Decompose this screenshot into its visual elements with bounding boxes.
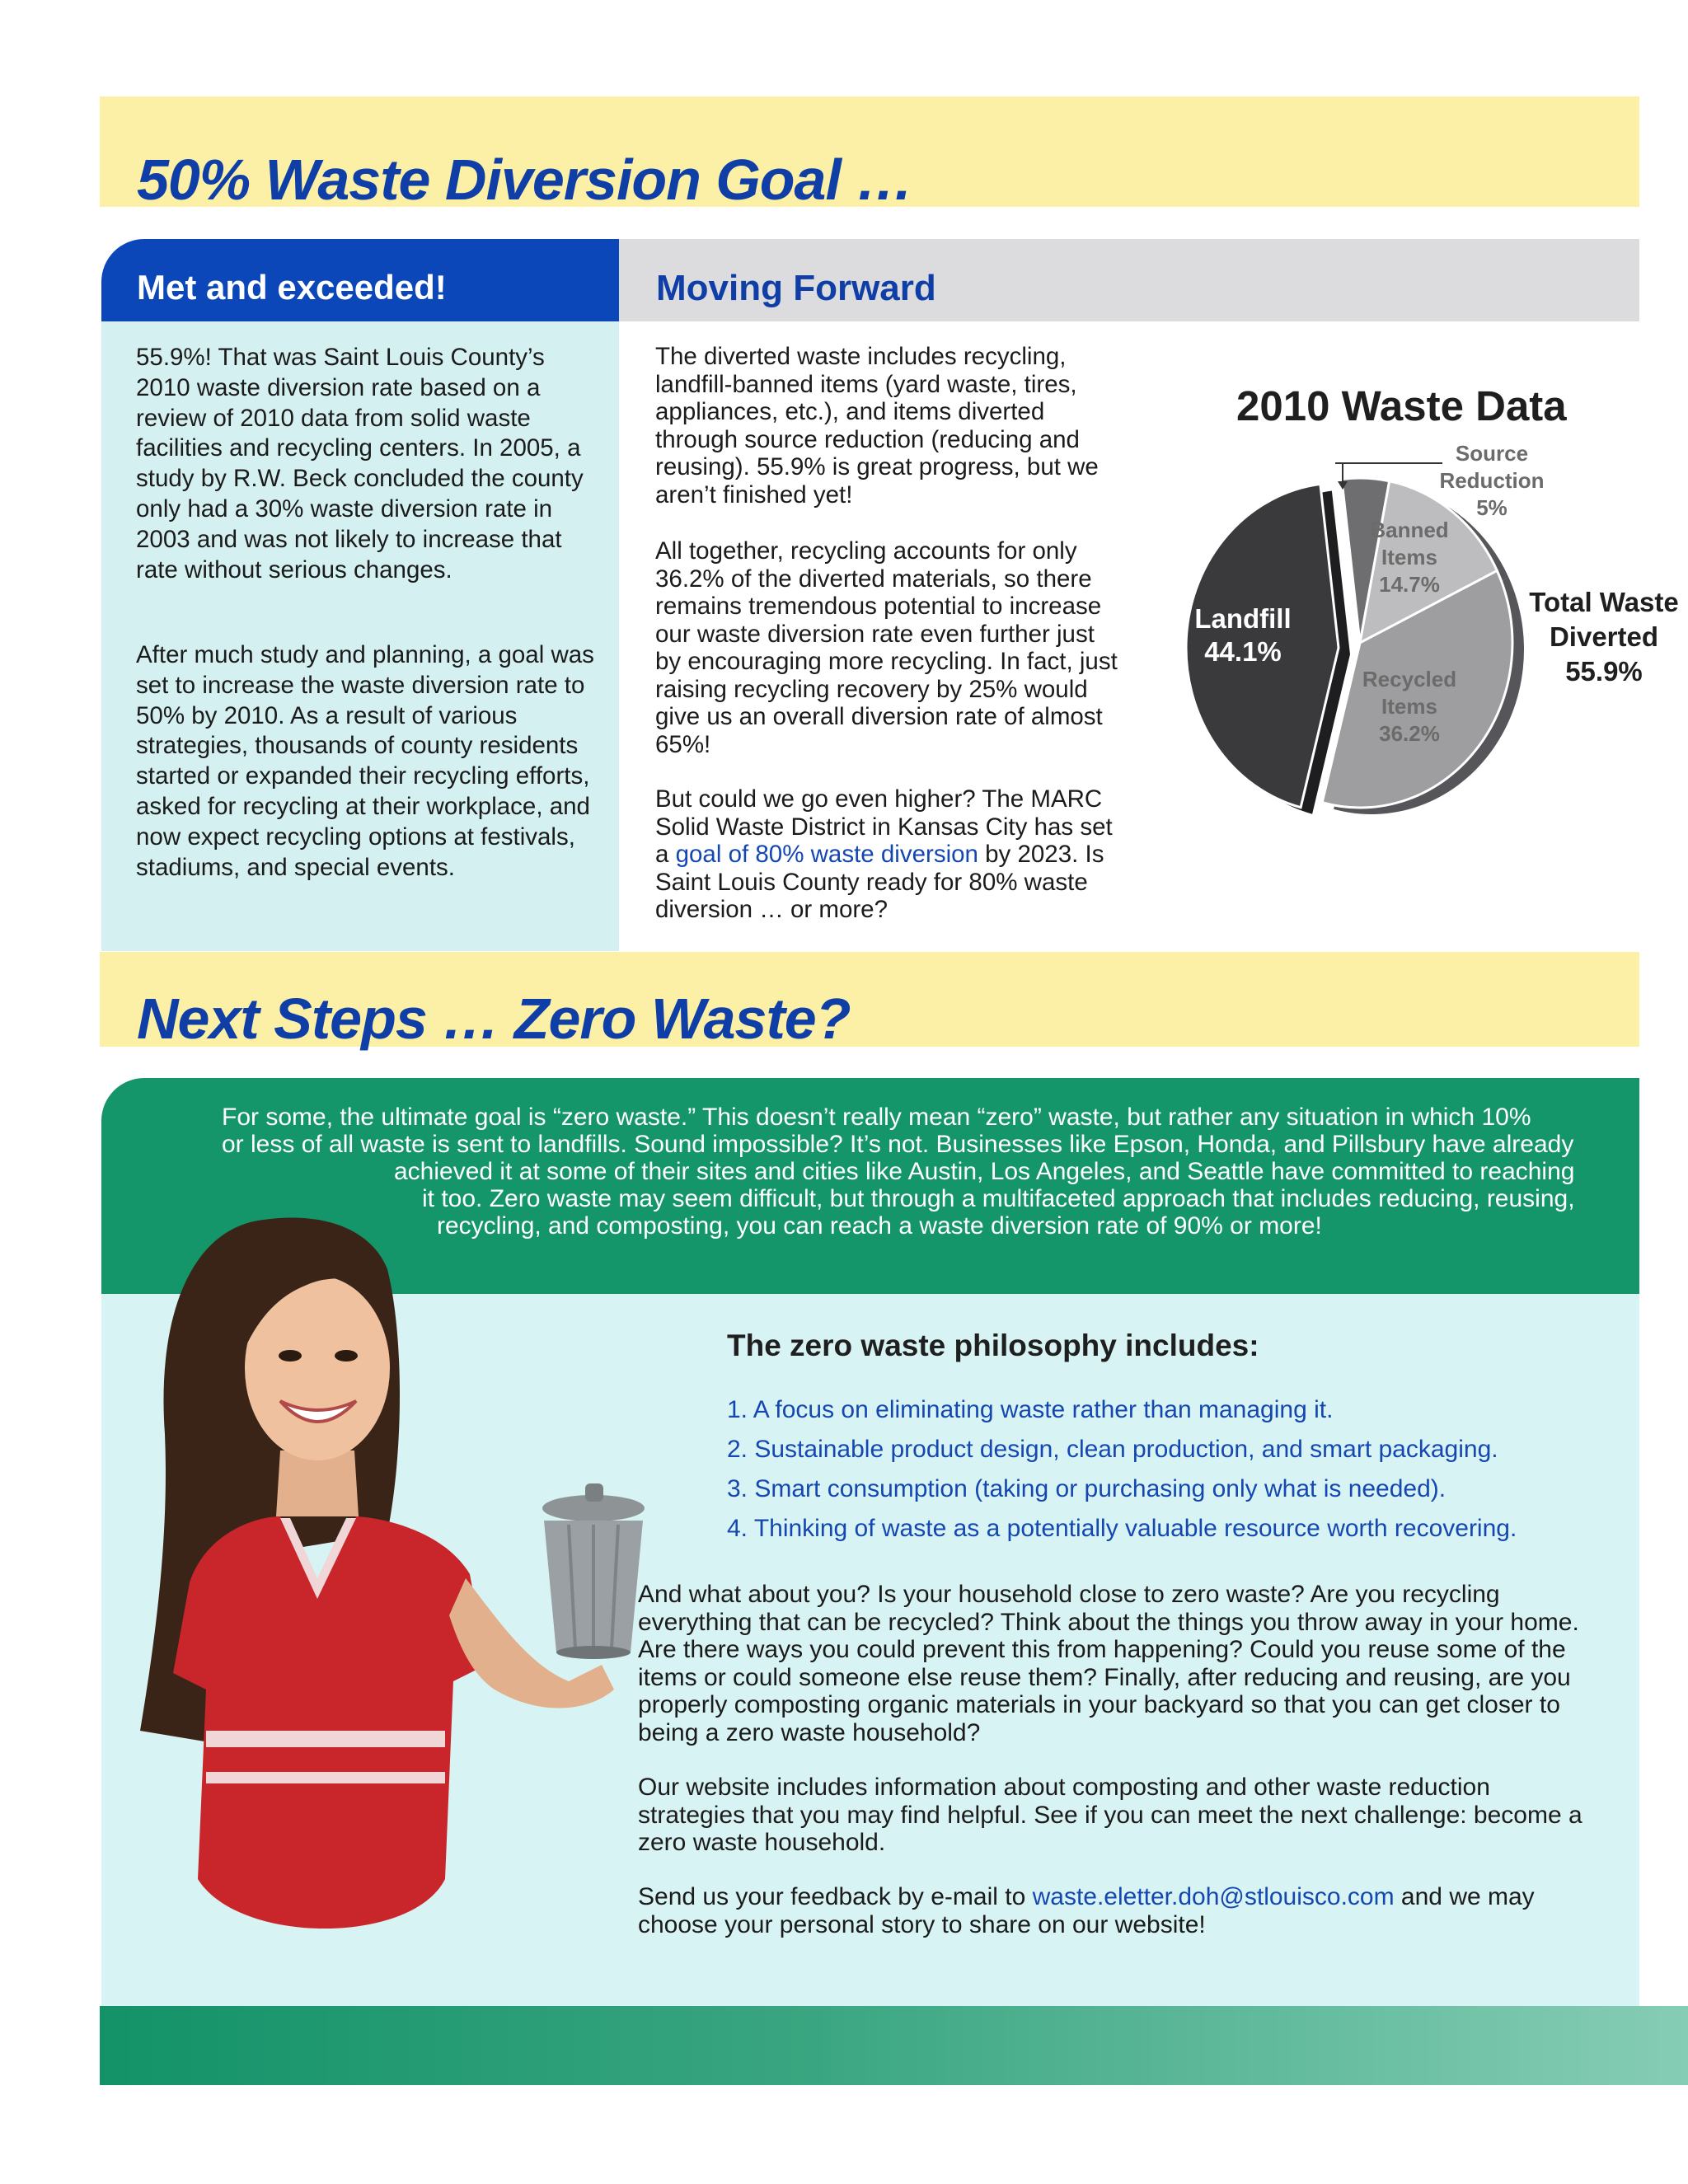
woman-holding-trash-can-image: [140, 1203, 684, 2006]
intro-line-4: it too. Zero waste may seem difficult, but through a multifaceted approach that includes reducing, reusing,: [422, 1185, 1575, 1212]
source-label-line2: Reduction: [1439, 468, 1545, 493]
feedback-email-link[interactable]: waste.eletter.doh@stlouisco.com: [1032, 1883, 1395, 1910]
total-label-line1: Total Waste: [1529, 587, 1679, 617]
total-value: 55.9%: [1565, 656, 1643, 687]
philosophy-item-2: 2. Sustainable product design, clean production, and smart packaging.: [727, 1436, 1498, 1463]
trash-can-handle: [585, 1483, 603, 1502]
shirt-stripe-1: [206, 1731, 445, 1747]
met-heading: Met and exceeded!: [137, 268, 447, 307]
recycled-label-line1: Recycled: [1362, 667, 1457, 691]
moving-paragraph-3: [655, 785, 1125, 924]
shirt-stripe-2: [206, 1772, 445, 1783]
philosophy-item-1: 1. A focus on eliminating waste rather than managing it.: [727, 1396, 1334, 1423]
footer-band: [100, 2006, 1688, 2085]
closing-p3-text-before: Send us your feedback by e-mail to: [638, 1883, 1033, 1910]
landfill-label: Landfill: [1194, 603, 1292, 634]
moving-p3-text-after: by 2023. Is Saint Louis County ready for 80% waste diversion … or more?: [655, 841, 1104, 923]
closing-paragraph-1: And what about you? Is your household close to zero waste? Are you recycling everything that can be recycled? Think about the things you throw away in your home. Are there ways you could prevent this from happening? Could you reuse some of the items or could someone else reuse them? Finally, after reducing and reusing, are you properly composting organic materials in your backyard so that you can get closer to being a zero waste household?: [638, 1581, 1579, 1746]
intro-line-2: or less of all waste is sent to landfills. Sound impossible? It’s not. Businesses like Epson, Honda, and Pillsbury have already: [222, 1131, 1574, 1158]
page-title: 50% Waste Diversion Goal …: [137, 148, 913, 212]
intro-line-5: recycling, and composting, you can reach a waste diversion rate of 90% or more!: [437, 1212, 1322, 1240]
moving-p3-text-before: But could we go even higher? The MARC Solid Waste District in Kansas City has set a: [655, 785, 1113, 868]
trash-can-base: [556, 1646, 631, 1659]
total-label-line2: Diverted: [1549, 621, 1659, 652]
marc-goal-link[interactable]: goal of 80% waste diversion: [675, 841, 978, 868]
red-shirt-shape: [173, 1516, 486, 1929]
left-eye-shape: [279, 1350, 302, 1361]
intro-line-1: For some, the ultimate goal is “zero waste.” This doesn’t really mean “zero” waste, but rather any situation in which 10%: [222, 1104, 1531, 1131]
closing-p3-text-after: and we may choose your personal story to share on our website!: [638, 1883, 1535, 1938]
recycled-label-line2: Items: [1381, 694, 1437, 719]
met-paragraph-1: 55.9%! That was Saint Louis County’s 2010 waste diversion rate based on a review of 2010 data from solid waste facilities and recycling centers. In 2005, a study by R.W. Beck concluded the county only had a 30% waste diversion rate in 2003 and was not likely to increase that rate without serious changes.: [136, 344, 584, 583]
intro-line-3: achieved it at some of their sites and cities like Austin, Los Angeles, and Seattle have committed to reaching: [394, 1158, 1575, 1185]
recycled-value: 36.2%: [1379, 721, 1440, 746]
chart-title: 2010 Waste Data: [1236, 382, 1567, 429]
banned-label-line2: Items: [1381, 545, 1437, 569]
source-label-line1: Source: [1455, 445, 1529, 466]
closing-paragraph-3: [638, 1883, 1594, 1938]
moving-paragraph-2: All together, recycling accounts for only 36.2% of the diverted materials, so there remains tremendous potential to increase our waste diversion rate even further just by encouraging more recycling. In fact, just raising recycling recovery by 25% would give us an overall diversion rate of almost 65%!: [655, 537, 1118, 758]
moving-paragraph-1: The diverted waste includes recycling, landfill-banned items (yard waste, tires, appliances, etc.), and items diverted through source reduction (reducing and reusing). 55.9% is great progress, but we aren’t finished yet!: [655, 343, 1099, 509]
source-value: 5%: [1476, 495, 1507, 520]
next-steps-title: Next Steps … Zero Waste?: [137, 987, 851, 1051]
moving-heading: Moving Forward: [656, 268, 936, 308]
closing-paragraph-2: Our website includes information about composting and other waste reduction strategies that you may find helpful. See if you can meet the next challenge: become a zero waste household.: [638, 1774, 1582, 1856]
landfill-value: 44.1%: [1204, 636, 1282, 667]
met-paragraph-2: After much study and planning, a goal was set to increase the waste diversion rate to 50% by 2010. As a result of various strategies, thousands of county residents started or expanded their recycling efforts, asked for recycling at their workplace, and now expect recycling options at festivals, stadiums, and special events.: [136, 641, 594, 881]
banned-value: 14.7%: [1379, 572, 1440, 597]
philosophy-item-4: 4. Thinking of waste as a potentially valuable resource worth recovering.: [727, 1515, 1517, 1542]
banned-label-line1: Banned: [1370, 518, 1449, 542]
philosophy-item-3: 3. Smart consumption (taking or purchasing only what is needed).: [727, 1475, 1447, 1502]
right-eye-shape: [335, 1350, 358, 1361]
philosophy-heading: The zero waste philosophy includes:: [727, 1329, 1259, 1362]
waste-pie-chart: [1129, 445, 1688, 841]
